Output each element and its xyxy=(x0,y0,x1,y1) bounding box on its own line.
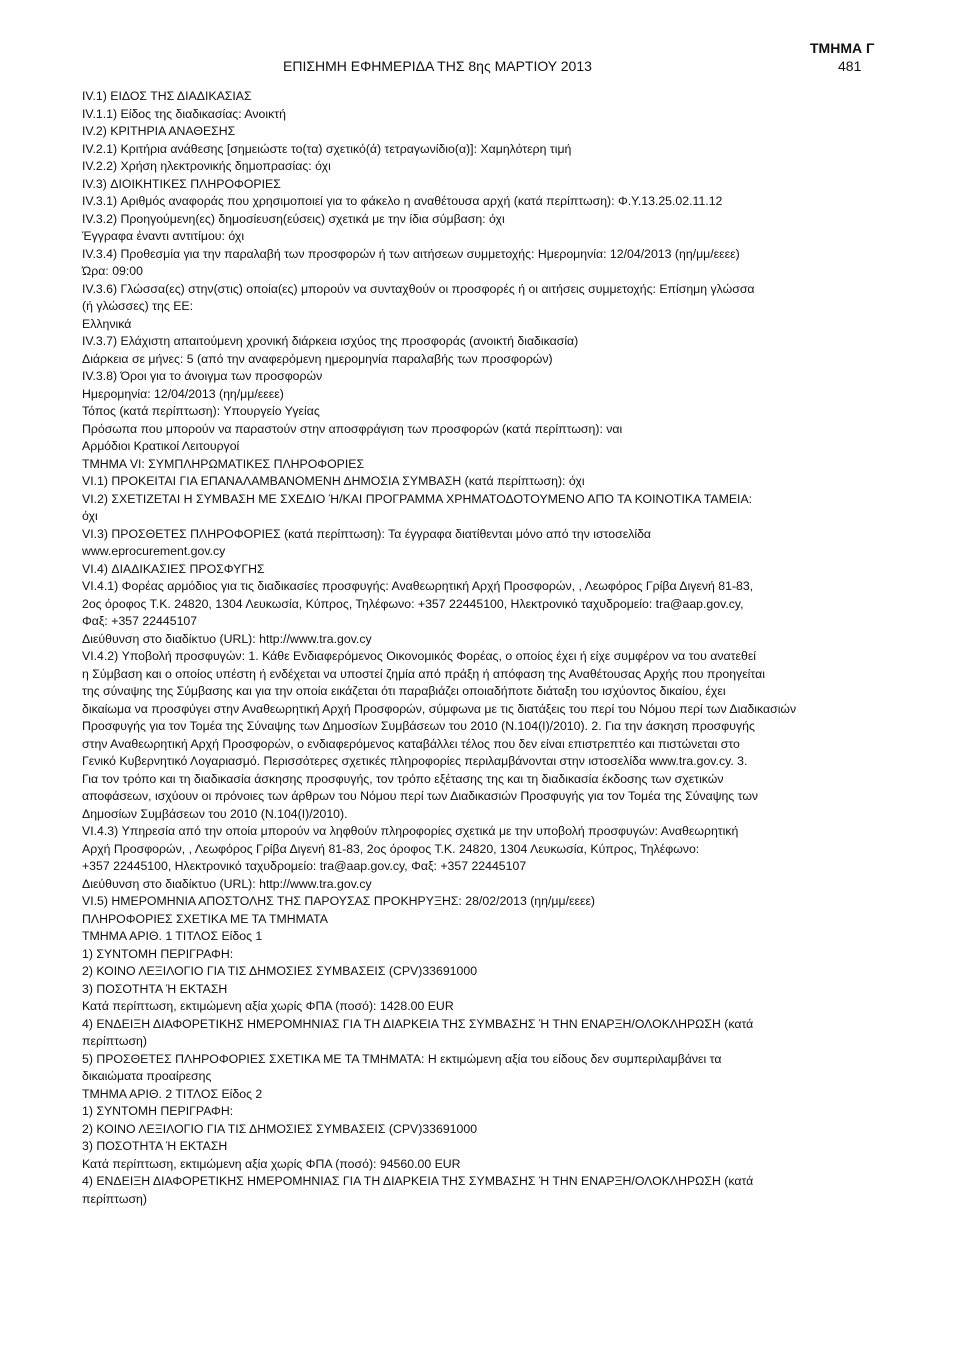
text-line: αποφάσεων, ισχύουν οι πρόνοιες των άρθρων του Νόμου περί των Διαδικασιών Προσφυγής για τον Τομέα της Σύναψης των xyxy=(82,789,759,803)
text-line: Για τον τρόπο και τη διαδικασία άσκησης προσφυγής, τον τρόπο εξέτασης της και τη διαδικασία έκδοσης των σχετικών xyxy=(82,771,724,786)
text-line: IV.3) ΔΙΟΙΚΗΤΙΚΕΣ ΠΛΗΡΟΦΟΡΙΕΣ xyxy=(82,176,281,191)
text-line: Διεύθυνση στο διαδίκτυο (URL): http://www.tra.gov.cy xyxy=(82,876,372,891)
text-line: IV.1.1) Είδος της διαδικασίας: Ανοικτή xyxy=(82,106,286,121)
text-line: Διάρκεια σε μήνες: 5 (από την αναφερόμενη ημερομηνία παραλαβής των προσφορών) xyxy=(82,351,553,366)
text-line: της σύναψης της Σύμβασης και για την οποία εικάζεται ότι παραβιάζει οποιαδήποτε διάταξη του ισχύοντος δικαίου, έχει xyxy=(82,684,726,698)
section-label: ΤΜΗΜΑ Γ xyxy=(810,40,875,56)
text-line: VI.2) ΣΧΕΤΙΖΕΤΑΙ Η ΣΥΜΒΑΣΗ ΜΕ ΣΧΕΔΙΟ Ή/ΚΑΙ ΠΡΟΓΡΑΜΜΑ ΧΡΗΜΑΤΟΔΟΤΟΥΜΕΝΟ ΑΠΟ ΤΑ ΚΟΙΝΟΤΙΚΑ ΤΑΜΕΙΑ: xyxy=(82,491,753,506)
text-line: Φαξ: +357 22445107 xyxy=(82,614,198,628)
text-line: IV.3.7) Ελάχιστη απαιτούμενη χρονική διάρκεια ισχύος της προσφοράς (ανοικτή διαδικασία) xyxy=(82,334,579,348)
text-line: VI.4) ΔΙΑΔΙΚΑΣΙΕΣ ΠΡΟΣΦΥΓΗΣ xyxy=(82,561,265,576)
text-line: IV.2.1) Κριτήρια ανάθεσης [σημειώστε το(τα) σχετικό(ά) τετραγωνίδιο(α)]: Χαμηλότερη τιμή xyxy=(82,141,572,156)
text-line: όχι xyxy=(82,509,98,523)
text-line: ΤΜΗΜΑ ΑΡΙΘ. 2 ΤΙΤΛΟΣ Είδος 2 xyxy=(82,1086,263,1101)
text-line: στην Αναθεωρητική Αρχή Προσφορών, ο ενδιαφερόμενος καταβάλλει τέλος που δεν είναι επιστρεπτέο και πιστώνεται στο xyxy=(82,736,740,751)
page-number: 481 xyxy=(838,58,862,74)
text-line: IV.3.4) Προθεσμία για την παραλαβή των προσφορών ή των αιτήσεων συμμετοχής: Ημερομηνία: 12/04/2013 (ηη/μμ/εεεε) xyxy=(82,246,740,261)
text-line: Τόπος (κατά περίπτωση): Υπουργείο Υγείας xyxy=(82,404,320,418)
text-line: Διεύθυνση στο διαδίκτυο (URL): http://www.tra.gov.cy xyxy=(82,631,372,646)
text-line: περίπτωση) xyxy=(82,1191,147,1206)
text-line: Ώρα: 09:00 xyxy=(82,264,143,278)
text-line: Κατά περίπτωση, εκτιμώμενη αξία χωρίς ΦΠΑ (ποσό): 94560.00 EUR xyxy=(82,1156,461,1171)
document-body xyxy=(82,88,872,1208)
text-line: IV.3.1) Αριθμός αναφοράς που χρησιμοποιεί για το φάκελο η αναθέτουσα αρχή (κατά περίπτωση): Φ.Υ.13.25.02.11.12 xyxy=(82,194,723,208)
text-line: +357 22445100, Ηλεκτρονικό ταχυδρομείο: tra@aap.gov.cy, Φαξ: +357 22445107 xyxy=(82,859,527,873)
text-line: VI.4.2) Υποβολή προσφυγών: 1. Κάθε Ενδιαφερόμενος Οικονομικός Φορέας, ο οποίος έχει ή είχε συμφέρον να του ανατεθεί xyxy=(82,649,757,663)
text-line: Έγγραφα έναντι αντιτίμου: όχι xyxy=(82,229,245,243)
text-line: Ημερομηνία: 12/04/2013 (ηη/μμ/εεεε) xyxy=(82,386,284,401)
text-line: 3) ΠΟΣΟΤΗΤΑ Ή ΕΚΤΑΣΗ xyxy=(82,1139,228,1153)
text-line: δικαιώματα προαίρεσης xyxy=(82,1069,212,1083)
text-line: Αρμόδιοι Κρατικοί Λειτουργοί xyxy=(82,439,240,453)
text-line: ΠΛΗΡΟΦΟΡΙΕΣ ΣΧΕΤΙΚΑ ΜΕ ΤΑ ΤΜΗΜΑΤΑ xyxy=(82,911,328,926)
text-line: IV.2) ΚΡΙΤΗΡΙΑ ΑΝΑΘΕΣΗΣ xyxy=(82,124,236,138)
text-line: 2ος όροφος Τ.Κ. 24820, 1304 Λευκωσία, Κύπρος, Τηλέφωνο: +357 22445100, Ηλεκτρονικό ταχυδρομείο: tra@aap.gov.cy, xyxy=(82,596,744,611)
text-line: VI.1) ΠΡΟΚΕΙΤΑΙ ΓΙΑ ΕΠΑΝΑΛΑΜΒΑΝΟΜΕΝΗ ΔΗΜΟΣΙΑ ΣΥΜΒΑΣΗ (κατά περίπτωση): όχι xyxy=(82,474,585,488)
text-line: 4) ΕΝΔΕΙΞΗ ΔΙΑΦΟΡΕΤΙΚΗΣ ΗΜΕΡΟΜΗΝΙΑΣ ΓΙΑ ΤΗ ΔΙΑΡΚΕΙΑ ΤΗΣ ΣΥΜΒΑΣΗΣ Ή ΤΗΝ ΕΝΑΡΞΗ/ΟΛΟΚΛΗΡΩΣΗ (κατά xyxy=(82,1016,754,1031)
text-line: 5) ΠΡΟΣΘΕΤΕΣ ΠΛΗΡΟΦΟΡΙΕΣ ΣΧΕΤΙΚΑ ΜΕ ΤΑ ΤΜΗΜΑΤΑ: Η εκτιμώμενη αξία του είδους δεν συμπεριλαμβάνει τα xyxy=(82,1051,722,1066)
text-line: VI.4.1) Φορέας αρμόδιος για τις διαδικασίες προσφυγής: Αναθεωρητική Αρχή Προσφορών, , Λεωφόρος Γρίβα Διγενή 81-83, xyxy=(82,579,754,593)
text-line: δικαίωμα να προσφύγει στην Αναθεωρητική Αρχή Προσφορών, σύμφωνα με τις διατάξεις του περί του Νόμου περί των Διαδικασιών xyxy=(82,701,797,716)
text-line: η Σύμβαση και ο οποίος υπέστη ή ενδέχεται να υποστεί ζημία από πράξη ή απόφαση της Αναθέτουσας Αρχής που προηγείται xyxy=(82,666,765,681)
text-line: Γενικό Κυβερνητικό Λογαριασμό. Περισσότερες σχετικές πληροφορίες περιλαμβάνονται στην ιστοσελίδα www.tra.gov.cy. 3. xyxy=(82,754,748,768)
text-line: (ή γλώσσες) της ΕΕ: xyxy=(82,299,194,313)
text-line: Πρόσωπα που μπορούν να παραστούν στην αποσφράγιση των προσφορών (κατά περίπτωση): ναι xyxy=(82,421,623,436)
text-line: ΤΜΗΜΑ ΑΡΙΘ. 1 ΤΙΤΛΟΣ Είδος 1 xyxy=(82,929,263,943)
text-line: IV.3.8) Όροι για το άνοιγμα των προσφορών xyxy=(82,369,323,383)
text-line: 4) ΕΝΔΕΙΞΗ ΔΙΑΦΟΡΕΤΙΚΗΣ ΗΜΕΡΟΜΗΝΙΑΣ ΓΙΑ ΤΗ ΔΙΑΡΚΕΙΑ ΤΗΣ ΣΥΜΒΑΣΗΣ Ή ΤΗΝ ΕΝΑΡΞΗ/ΟΛΟΚΛΗΡΩΣΗ (κατά xyxy=(82,1174,754,1188)
text-line: 1) ΣΥΝΤΟΜΗ ΠΕΡΙΓΡΑΦΗ: xyxy=(82,1104,234,1118)
text-line: www.eprocurement.gov.cy xyxy=(82,544,226,558)
text-line: ΤΜΗΜΑ VI: ΣΥΜΠΛΗΡΩΜΑΤΙΚΕΣ ΠΛΗΡΟΦΟΡΙΕΣ xyxy=(82,456,365,471)
text-line: Αρχή Προσφορών, , Λεωφόρος Γρίβα Διγενή 81-83, 2ος όροφος Τ.Κ. 24820, 1304 Λευκωσία, Κύπρος, Τηλέφωνο: xyxy=(82,841,700,856)
gazette-header: ΕΠΙΣΗΜΗ ΕΦΗΜΕΡΙΔΑ ΤΗΣ 8ης ΜΑΡΤΙΟΥ 2013 xyxy=(283,58,592,74)
text-line: 2) ΚΟΙΝΟ ΛΕΞΙΛΟΓΙΟ ΓΙΑ ΤΙΣ ΔΗΜΟΣΙΕΣ ΣΥΜΒΑΣΕΙΣ (CPV)33691000 xyxy=(82,1121,478,1136)
text-line: Ελληνικά xyxy=(82,316,132,331)
text-line: IV.1) ΕΙΔΟΣ ΤΗΣ ΔΙΑΔΙΚΑΣΙΑΣ xyxy=(82,89,252,103)
text-line: VI.3) ΠΡΟΣΘΕΤΕΣ ΠΛΗΡΟΦΟΡΙΕΣ (κατά περίπτωση): Τα έγγραφα διατίθενται μόνο από την ιστοσελίδα xyxy=(82,526,652,541)
text-line: VI.4.3) Υπηρεσία από την οποία μπορούν να ληφθούν πληροφορίες σχετικά με την υποβολή προσφυγών: Αναθεωρητική xyxy=(82,824,739,838)
text-line: Δημοσίων Συμβάσεων του 2010 (Ν.104(Ι)/2010). xyxy=(82,806,348,821)
text-line: Προσφυγής για τον Τομέα της Σύναψης των Δημοσίων Συμβάσεων του 2010 (Ν.104(Ι)/2010). 2. Για την άσκηση προσφυγής xyxy=(82,719,755,733)
text-line: 1) ΣΥΝΤΟΜΗ ΠΕΡΙΓΡΑΦΗ: xyxy=(82,946,234,961)
text-line: 3) ΠΟΣΟΤΗΤΑ Ή ΕΚΤΑΣΗ xyxy=(82,981,228,996)
text-line: 2) ΚΟΙΝΟ ΛΕΞΙΛΟΓΙΟ ΓΙΑ ΤΙΣ ΔΗΜΟΣΙΕΣ ΣΥΜΒΑΣΕΙΣ (CPV)33691000 xyxy=(82,964,478,978)
text-line: IV.2.2) Χρήση ηλεκτρονικής δημοπρασίας: όχι xyxy=(82,159,331,173)
text-line: VI.5) ΗΜΕΡΟΜΗΝΙΑ ΑΠΟΣΤΟΛΗΣ ΤΗΣ ΠΑΡΟΥΣΑΣ ΠΡΟΚΗΡΥΞΗΣ: 28/02/2013 (ηη/μμ/εεεε) xyxy=(82,894,596,908)
text-line: Κατά περίπτωση, εκτιμώμενη αξία χωρίς ΦΠΑ (ποσό): 1428.00 EUR xyxy=(82,999,454,1013)
text-line: IV.3.6) Γλώσσα(ες) στην(στις) οποία(ες) μπορούν να συνταχθούν οι προσφορές ή οι αιτήσεις συμμετοχής: Επίσημη γλώσσα xyxy=(82,281,755,296)
text-line: IV.3.2) Προηγούμενη(ες) δημοσίευση(εύσεις) σχετικά με την ίδια σύμβαση: όχι xyxy=(82,211,505,226)
text-line: περίπτωση) xyxy=(82,1034,147,1048)
